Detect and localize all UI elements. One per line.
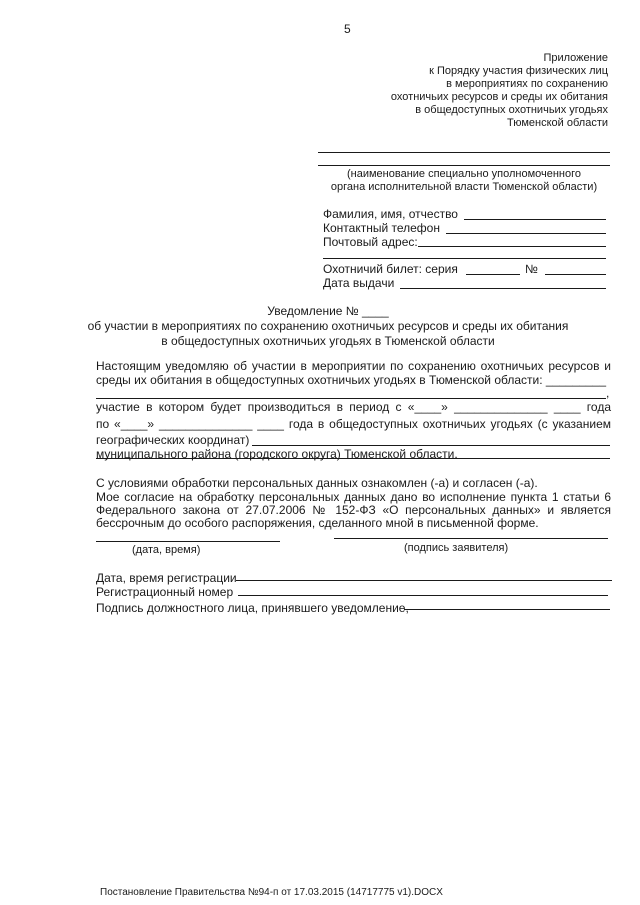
full-name-label: Фамилия, имя, отчество xyxy=(323,207,458,221)
consent-line: Федерального закона от 27.07.2006 № 152-ФЗ «О персональных данных» и является xyxy=(96,503,611,517)
appendix-line: охотничьих ресурсов и среды их обитания xyxy=(390,91,608,103)
hunting-ticket-label: Охотничий билет: серия xyxy=(323,262,458,276)
consent-line: С условиями обработки персональных данных ознакомлен (-а) и согласен (-а). xyxy=(96,476,538,490)
notice-title-line: Уведомление № ____ xyxy=(267,304,389,318)
applicant-signature-caption: (подпись заявителя) xyxy=(404,542,509,554)
date-time-caption: (дата, время) xyxy=(132,544,201,556)
full-name-field[interactable] xyxy=(464,219,606,220)
appendix-line: в мероприятиях по сохранению xyxy=(446,78,608,90)
page-number: 5 xyxy=(344,22,351,36)
notice-title xyxy=(60,304,596,348)
coords-label: географических координат) xyxy=(96,433,250,447)
appendix-line: к Порядку участия физических лиц xyxy=(429,65,608,77)
body-fill-line[interactable] xyxy=(96,398,606,399)
address-field[interactable] xyxy=(418,246,606,247)
address-label: Почтовый адрес: xyxy=(323,235,418,249)
issue-date-label: Дата выдачи xyxy=(323,276,395,290)
addressee-caption-line: (наименование специально уполномоченного xyxy=(346,168,582,180)
notice-title-line: в общедоступных охотничьих угодьях в Тюменской области xyxy=(161,334,495,348)
appendix-block xyxy=(330,52,608,130)
consent-line: Мое согласие на обработку персональных данных дано во исполнение пункта 1 статьи 6 xyxy=(96,490,611,504)
addressee-caption-line: органа исполнительной власти Тюменской области) xyxy=(330,181,598,193)
body-line: Настоящим уведомляю об участии в мероприятии по сохранению охотничьих ресурсов и xyxy=(96,359,611,373)
footer-doc-reference: Постановление Правительства №94-п от 17.03.2015 (14717775 v1).DOCX xyxy=(100,887,443,898)
ticket-number-field[interactable] xyxy=(545,274,606,275)
applicant-signature-field[interactable] xyxy=(334,538,608,539)
body-line: муниципального района (городского округа) Тюменской области. xyxy=(96,447,458,461)
addressee-line-1[interactable] xyxy=(318,152,610,153)
official-signature-label: Подпись должностного лица, принявшего уведомление, xyxy=(96,601,409,615)
ticket-series-field[interactable] xyxy=(466,274,520,275)
body-line: среды их обитания в общедоступных охотничьих угодьях в Тюменской области: _________ xyxy=(96,373,606,387)
consent-line: бессрочным до особого распоряжения, сделанного мной в письменной форме. xyxy=(96,516,539,530)
body-line: по «____» ______________ ____ года в общедоступных охотничьих угодьях (с указанием xyxy=(96,417,611,431)
phone-field[interactable] xyxy=(446,233,606,234)
registration-date-label: Дата, время регистрации xyxy=(96,571,237,585)
addressee-line-2[interactable] xyxy=(318,165,610,166)
coords-field[interactable] xyxy=(252,445,610,446)
date-time-field[interactable] xyxy=(96,541,280,542)
official-signature-field[interactable] xyxy=(404,609,610,610)
appendix-line: Приложение xyxy=(543,52,608,64)
appendix-line: Тюменской области xyxy=(506,117,608,129)
registration-number-label: Регистрационный номер xyxy=(96,585,234,599)
appendix-line: в общедоступных охотничьих угодьях xyxy=(415,104,608,116)
registration-number-field[interactable] xyxy=(238,595,608,596)
ticket-number-label: № xyxy=(525,262,538,276)
body-comma: , xyxy=(606,386,610,400)
notice-title-line: об участии в мероприятиях по сохранению охотничьих ресурсов и среды их обитания xyxy=(87,319,569,333)
addressee-caption xyxy=(318,168,610,194)
registration-date-field[interactable] xyxy=(236,580,612,581)
issue-date-field[interactable] xyxy=(400,288,606,289)
address-field-extra[interactable] xyxy=(323,258,606,259)
phone-label: Контактный телефон xyxy=(323,221,440,235)
body-line: участие в котором будет производиться в период с «____» ______________ ____ года xyxy=(96,400,611,414)
